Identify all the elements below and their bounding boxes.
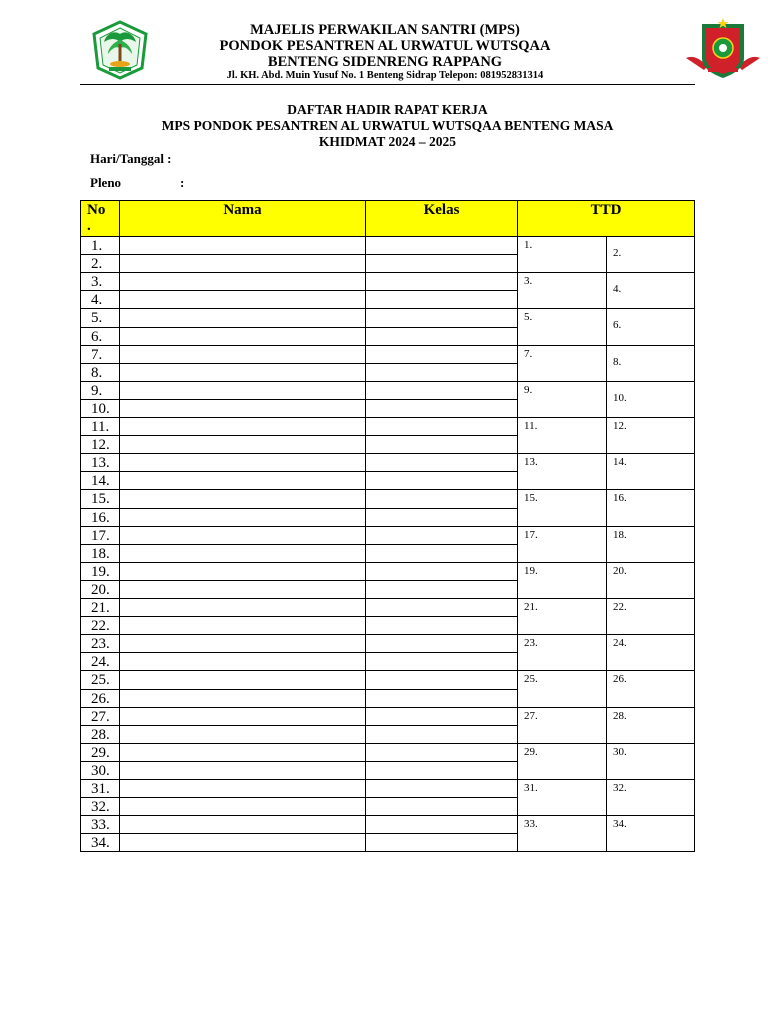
row-number: 26. bbox=[80, 689, 120, 708]
kelas-cell[interactable] bbox=[365, 779, 518, 798]
row-number: 19. bbox=[80, 562, 120, 581]
nama-cell[interactable] bbox=[119, 670, 366, 690]
ttd-number: 15. bbox=[524, 492, 538, 504]
row-number: 8. bbox=[80, 363, 120, 382]
ttd-number: 3. bbox=[524, 275, 533, 287]
row-number: 11. bbox=[80, 417, 120, 436]
mps-logo-right bbox=[684, 18, 762, 80]
nama-cell[interactable] bbox=[119, 508, 366, 527]
nama-cell[interactable] bbox=[119, 743, 366, 762]
kelas-cell[interactable] bbox=[365, 363, 518, 382]
row-number: 1. bbox=[80, 236, 120, 255]
ttd-signature-cell[interactable] bbox=[606, 417, 695, 454]
kelas-cell[interactable] bbox=[365, 526, 518, 545]
nama-cell[interactable] bbox=[119, 616, 366, 635]
nama-cell[interactable] bbox=[119, 598, 366, 617]
kelas-cell[interactable] bbox=[365, 652, 518, 671]
kelas-cell[interactable] bbox=[365, 797, 518, 816]
nama-cell[interactable] bbox=[119, 290, 366, 309]
row-number: 28. bbox=[80, 725, 120, 744]
header-divider bbox=[80, 84, 695, 85]
col-header-nama-text: Nama bbox=[223, 202, 262, 218]
nama-cell[interactable] bbox=[119, 707, 366, 726]
ttd-signature-cell[interactable] bbox=[606, 598, 695, 635]
nama-cell[interactable] bbox=[119, 471, 366, 490]
ttd-signature-cell[interactable] bbox=[606, 526, 695, 563]
row-number: 20. bbox=[80, 580, 120, 599]
ttd-signature-cell[interactable] bbox=[517, 598, 607, 635]
nama-cell[interactable] bbox=[119, 399, 366, 418]
ttd-signature-cell[interactable] bbox=[517, 417, 607, 454]
ttd-number: 11. bbox=[524, 420, 538, 432]
ttd-number: 23. bbox=[524, 637, 538, 649]
nama-cell[interactable] bbox=[119, 526, 366, 545]
nama-cell[interactable] bbox=[119, 797, 366, 816]
ttd-number: 28. bbox=[613, 710, 627, 722]
ttd-signature-cell[interactable] bbox=[517, 815, 607, 852]
row-number: 12. bbox=[80, 435, 120, 454]
nama-cell[interactable] bbox=[119, 236, 366, 255]
kelas-cell[interactable] bbox=[365, 453, 518, 472]
ttd-signature-cell[interactable] bbox=[517, 779, 607, 816]
school-name: PONDOK PESANTREN AL URWATUL WUTSQAA bbox=[219, 38, 551, 54]
ttd-signature-cell[interactable] bbox=[517, 272, 607, 309]
nama-cell[interactable] bbox=[119, 652, 366, 671]
row-number: 18. bbox=[80, 544, 120, 563]
row-number: 15. bbox=[80, 489, 120, 509]
nama-cell[interactable] bbox=[119, 580, 366, 599]
kelas-cell[interactable] bbox=[365, 707, 518, 726]
attendance-table bbox=[80, 200, 695, 854]
row-number: 29. bbox=[80, 743, 120, 762]
kelas-cell[interactable] bbox=[365, 381, 518, 400]
plenary-colon: : bbox=[180, 175, 185, 190]
ttd-number: 24. bbox=[613, 637, 627, 649]
nama-cell[interactable] bbox=[119, 761, 366, 780]
row-number: 5. bbox=[80, 308, 120, 328]
ttd-signature-cell[interactable] bbox=[517, 236, 607, 273]
ttd-number: 9. bbox=[524, 384, 533, 396]
kelas-cell[interactable] bbox=[365, 327, 518, 346]
row-number: 4. bbox=[80, 290, 120, 309]
nama-cell[interactable] bbox=[119, 634, 366, 653]
col-header-kelas-text: Kelas bbox=[423, 202, 460, 218]
ttd-signature-cell[interactable] bbox=[606, 634, 695, 671]
row-number: 27. bbox=[80, 707, 120, 726]
ttd-signature-cell[interactable] bbox=[606, 272, 695, 309]
nama-cell[interactable] bbox=[119, 815, 366, 834]
ttd-number: 22. bbox=[613, 601, 627, 613]
kelas-cell[interactable] bbox=[365, 634, 518, 653]
document-subtitle: MPS PONDOK PESANTREN AL URWATUL WUTSQAA BENTENG MASA bbox=[161, 118, 614, 133]
ttd-signature-cell[interactable] bbox=[517, 707, 607, 744]
ttd-signature-cell[interactable] bbox=[606, 743, 695, 780]
nama-cell[interactable] bbox=[119, 363, 366, 382]
kelas-cell[interactable] bbox=[365, 544, 518, 563]
ttd-signature-cell[interactable] bbox=[606, 489, 695, 527]
nama-cell[interactable] bbox=[119, 779, 366, 798]
ttd-number: 14. bbox=[613, 456, 627, 468]
kelas-cell[interactable] bbox=[365, 598, 518, 617]
row-number: 14. bbox=[80, 471, 120, 490]
ttd-number: 31. bbox=[524, 782, 538, 794]
col-header-no-text: No bbox=[87, 202, 106, 218]
nama-cell[interactable] bbox=[119, 689, 366, 708]
nama-cell[interactable] bbox=[119, 417, 366, 436]
kelas-cell[interactable] bbox=[365, 417, 518, 436]
ttd-signature-cell[interactable] bbox=[606, 779, 695, 816]
nama-cell[interactable] bbox=[119, 725, 366, 744]
kelas-cell[interactable] bbox=[365, 670, 518, 690]
kelas-cell[interactable] bbox=[365, 761, 518, 780]
row-number: 34. bbox=[80, 833, 120, 852]
ttd-number: 27. bbox=[524, 710, 538, 722]
kelas-cell[interactable] bbox=[365, 833, 518, 852]
ttd-signature-cell[interactable] bbox=[517, 345, 607, 382]
row-number: 6. bbox=[80, 327, 120, 346]
row-number: 22. bbox=[80, 616, 120, 635]
row-number: 23. bbox=[80, 634, 120, 653]
row-number: 21. bbox=[80, 598, 120, 617]
ttd-signature-cell[interactable] bbox=[517, 670, 607, 708]
ttd-number: 1. bbox=[524, 239, 533, 251]
ttd-signature-cell[interactable] bbox=[606, 707, 695, 744]
ttd-number: 20. bbox=[613, 565, 627, 577]
ttd-number: 13. bbox=[524, 456, 538, 468]
ttd-number: 30. bbox=[613, 746, 627, 758]
org-name: MAJELIS PERWAKILAN SANTRI (MPS) bbox=[250, 22, 520, 38]
row-number: 17. bbox=[80, 526, 120, 545]
ttd-signature-cell[interactable] bbox=[517, 562, 607, 599]
nama-cell[interactable] bbox=[119, 327, 366, 346]
plenary-label: Pleno bbox=[90, 175, 122, 190]
kelas-cell[interactable] bbox=[365, 580, 518, 599]
nama-cell[interactable] bbox=[119, 254, 366, 273]
ttd-number: 5. bbox=[524, 311, 533, 323]
kelas-cell[interactable] bbox=[365, 562, 518, 581]
row-number: 3. bbox=[80, 272, 120, 291]
ttd-number: 4. bbox=[613, 283, 622, 295]
ttd-signature-cell[interactable] bbox=[606, 308, 695, 346]
ttd-number: 7. bbox=[524, 348, 533, 360]
row-number: 9. bbox=[80, 381, 120, 400]
kelas-cell[interactable] bbox=[365, 689, 518, 708]
kelas-cell[interactable] bbox=[365, 435, 518, 454]
date-label: Hari/Tanggal : bbox=[90, 151, 172, 166]
ttd-number: 16. bbox=[613, 492, 627, 504]
nama-cell[interactable] bbox=[119, 544, 366, 563]
ttd-number: 17. bbox=[524, 529, 538, 541]
ttd-number: 8. bbox=[613, 356, 622, 368]
nama-cell[interactable] bbox=[119, 453, 366, 472]
kelas-cell[interactable] bbox=[365, 743, 518, 762]
kelas-cell[interactable] bbox=[365, 725, 518, 744]
row-number: 16. bbox=[80, 508, 120, 527]
ttd-number: 6. bbox=[613, 319, 622, 331]
kelas-cell[interactable] bbox=[365, 272, 518, 291]
ttd-number: 26. bbox=[613, 673, 627, 685]
row-number: 2. bbox=[80, 254, 120, 273]
row-number: 33. bbox=[80, 815, 120, 834]
col-header-kelas bbox=[365, 200, 518, 237]
ttd-number: 2. bbox=[613, 247, 622, 259]
kelas-cell[interactable] bbox=[365, 254, 518, 273]
col-header-ttd-text: TTD bbox=[590, 202, 622, 218]
nama-cell[interactable] bbox=[119, 308, 366, 328]
ttd-signature-cell[interactable] bbox=[517, 381, 607, 418]
document-title: DAFTAR HADIR RAPAT KERJA bbox=[287, 102, 488, 117]
row-number: 31. bbox=[80, 779, 120, 798]
kelas-cell[interactable] bbox=[365, 471, 518, 490]
document-period: KHIDMAT 2024 – 2025 bbox=[318, 134, 457, 149]
ttd-number: 33. bbox=[524, 818, 538, 830]
kelas-cell[interactable] bbox=[365, 815, 518, 834]
kelas-cell[interactable] bbox=[365, 345, 518, 364]
ttd-signature-cell[interactable] bbox=[517, 453, 607, 490]
ttd-number: 18. bbox=[613, 529, 627, 541]
nama-cell[interactable] bbox=[119, 345, 366, 364]
ttd-number: 19. bbox=[524, 565, 538, 577]
ttd-signature-cell[interactable] bbox=[606, 815, 695, 852]
row-number: 24. bbox=[80, 652, 120, 671]
nama-cell[interactable] bbox=[119, 489, 366, 509]
kelas-cell[interactable] bbox=[365, 290, 518, 309]
kelas-cell[interactable] bbox=[365, 399, 518, 418]
ttd-signature-cell[interactable] bbox=[606, 670, 695, 708]
row-number: 32. bbox=[80, 797, 120, 816]
kelas-cell[interactable] bbox=[365, 508, 518, 527]
school-location: BENTENG SIDENRENG RAPPANG bbox=[267, 54, 503, 70]
ttd-number: 29. bbox=[524, 746, 538, 758]
nama-cell[interactable] bbox=[119, 833, 366, 852]
ttd-signature-cell[interactable] bbox=[517, 489, 607, 527]
ttd-number: 25. bbox=[524, 673, 538, 685]
kelas-cell[interactable] bbox=[365, 616, 518, 635]
kelas-cell[interactable] bbox=[365, 308, 518, 328]
col-header-ttd bbox=[517, 200, 695, 237]
ttd-number: 10. bbox=[613, 392, 627, 404]
ttd-signature-cell[interactable] bbox=[606, 236, 695, 273]
row-number: 25. bbox=[80, 670, 120, 690]
ttd-number: 12. bbox=[613, 420, 627, 432]
ttd-signature-cell[interactable] bbox=[606, 345, 695, 382]
kelas-cell[interactable] bbox=[365, 236, 518, 255]
row-number: 13. bbox=[80, 453, 120, 472]
nama-cell[interactable] bbox=[119, 272, 366, 291]
col-header-nama bbox=[119, 200, 366, 237]
ttd-number: 21. bbox=[524, 601, 538, 613]
nama-cell[interactable] bbox=[119, 381, 366, 400]
col-header-no bbox=[80, 200, 120, 237]
ttd-signature-cell[interactable] bbox=[606, 562, 695, 599]
pesantren-logo-left bbox=[92, 20, 148, 80]
row-number: 7. bbox=[80, 345, 120, 364]
ttd-signature-cell[interactable] bbox=[517, 308, 607, 346]
ttd-signature-cell[interactable] bbox=[606, 453, 695, 490]
row-number: 10. bbox=[80, 399, 120, 418]
kelas-cell[interactable] bbox=[365, 489, 518, 509]
ttd-number: 34. bbox=[613, 818, 627, 830]
nama-cell[interactable] bbox=[119, 435, 366, 454]
school-address: Jl. KH. Abd. Muin Yusuf No. 1 Benteng Sidrap Telepon: 081952831314 bbox=[226, 70, 544, 81]
ttd-signature-cell[interactable] bbox=[606, 381, 695, 418]
ttd-number: 32. bbox=[613, 782, 627, 794]
row-number: 30. bbox=[80, 761, 120, 780]
col-header-no-dot: . bbox=[87, 218, 91, 234]
ttd-signature-cell[interactable] bbox=[517, 526, 607, 563]
nama-cell[interactable] bbox=[119, 562, 366, 581]
ttd-signature-cell[interactable] bbox=[517, 634, 607, 671]
ttd-signature-cell[interactable] bbox=[517, 743, 607, 780]
